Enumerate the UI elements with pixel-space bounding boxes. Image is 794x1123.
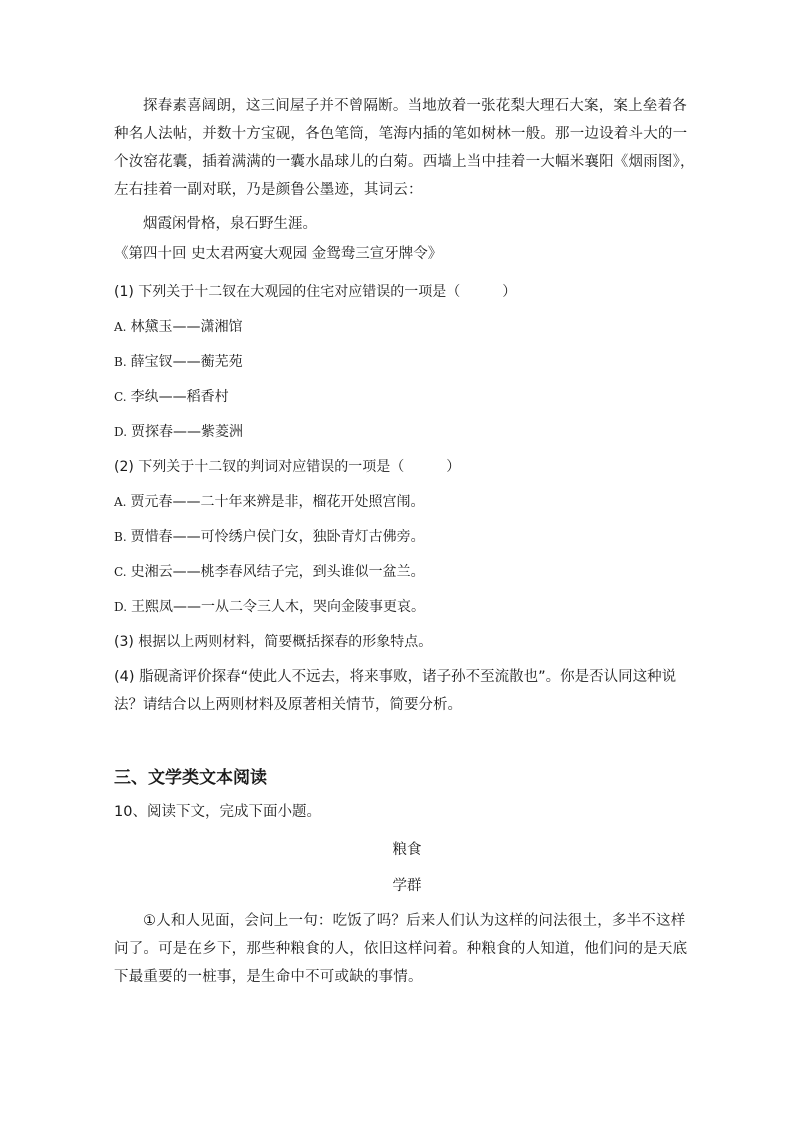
question-1-option-a (114, 316, 700, 338)
option-letter: D. (114, 425, 128, 439)
option-letter: D. (114, 600, 128, 614)
question-2-option-a (114, 491, 700, 513)
passage-paragraph: 探春素喜阔朗，这三间屋子并不曾隔断。当地放着一张花梨大理石大案，案上垒着各种名人法帖，并数十方宝砚，各色笔筒，笔海内插的笔如树林一般。那一边设着斗大的一个汝窑花囊，插着满满的一囊水晶球儿的白菊。西墙上当中挂着一大幅米襄阳《烟雨图》，左右挂着一副对联，乃是颜鲁公墨迹，其词云： (114, 98, 695, 198)
question-3: (3) 根据以上两则材料，简要概括探春的形象特点。 (114, 634, 433, 650)
option-letter: C. (114, 390, 127, 404)
option-letter: A. (114, 495, 127, 509)
article-title: 粮食 (392, 842, 422, 858)
option-letter: C. (114, 565, 127, 579)
document-page (114, 92, 700, 991)
option-text: 王熙凤——一从二令三人木，哭向金陵事更哀。 (131, 599, 426, 615)
passage-source: 《第四十回 史太君两宴大观园 金鸳鸯三宣牙牌令》 (114, 246, 443, 262)
option-text: 贾探春——紫菱洲 (131, 424, 244, 440)
option-text: 李纨——稻香村 (130, 389, 229, 405)
section-heading: 三、文学类文本阅读 (114, 768, 267, 788)
option-letter: B. (114, 530, 127, 544)
option-text: 贾惜春——可怜绣户侯门女，独卧青灯古佛旁。 (130, 529, 425, 545)
option-letter: B. (114, 355, 127, 369)
option-text: 薛宝钗——蘅芜苑 (130, 354, 243, 370)
question-2-option-c (114, 561, 700, 583)
option-letter: A. (114, 320, 127, 334)
option-text: 林黛玉——潇湘馆 (130, 319, 243, 335)
question-2-option-b (114, 526, 700, 548)
question-10-instruction: 10、阅读下文，完成下面小题。 (114, 804, 321, 820)
article-paragraph-1: ①人和人见面，会问上一句：吃饭了吗？后来人们认为这样的问法很土，多半不这样问了。可是在乡下，那些种粮食的人，依旧这样问着。种粮食的人知道，他们问的是天底下最重要的一桩事，是生命中不可或缺的事情。 (114, 913, 688, 985)
question-1-stem: (1) 下列关于十二钗在大观园的住宅对应错误的一项是（ ） (114, 284, 517, 300)
question-4: (4) 脂砚斋评价探春“使此人不远去，将来事败，诸子孙不至流散也”。你是否认同这种说法？请结合以上两则材料及原著相关情节，简要分析。 (114, 669, 677, 713)
article-author: 学群 (392, 878, 422, 894)
couplet-text: 烟霞闲骨格，泉石野生涯。 (143, 216, 317, 232)
question-2-stem: (2) 下列关于十二钗的判词对应错误的一项是（ ） (114, 459, 461, 475)
option-text: 贾元春——二十年来辨是非，榴花开处照宫闱。 (130, 494, 425, 510)
question-1-option-b (114, 351, 700, 373)
question-1-option-c (114, 386, 700, 408)
option-text: 史湘云——桃李春风结子完，到头谁似一盆兰。 (130, 564, 425, 580)
question-1-option-d (114, 421, 700, 443)
question-2-option-d (114, 596, 700, 618)
